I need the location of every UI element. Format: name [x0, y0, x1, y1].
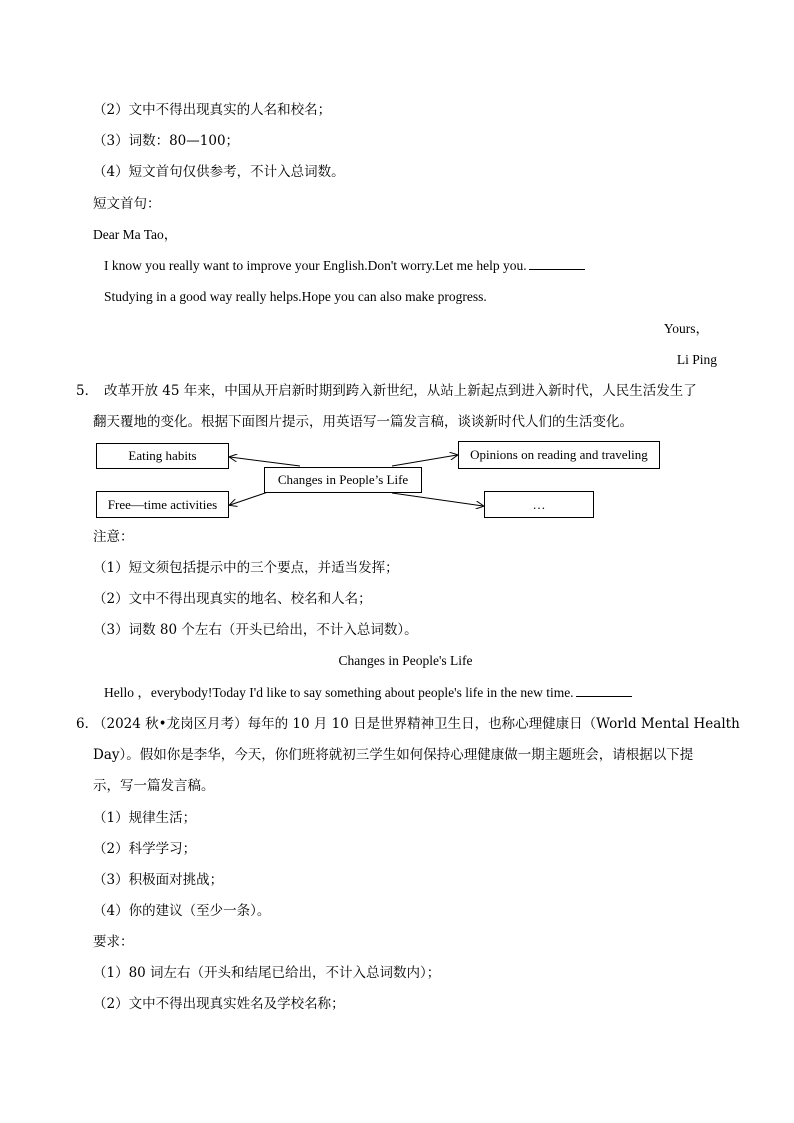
- q5-note-3: （3）词数 80 个左右（开头已给出，不计入总词数）。: [93, 622, 418, 638]
- box-other-ellipsis: …: [484, 491, 594, 518]
- q6-requirement-1: （1）80 词左右（开头和结尾已给出，不计入总词数内）；: [93, 965, 441, 981]
- q4-requirement-4: （4）短文首句仅供参考，不计入总词数。: [93, 164, 345, 180]
- box-opinions-reading-traveling: Opinions on reading and traveling: [458, 441, 660, 469]
- q6-text-line-1: （2024 秋•龙岗区月考）每年的 10 月 10 日是世界精神卫生日，也称心理健康日（World Mental Health: [93, 716, 740, 732]
- arrow-to-other: [392, 493, 483, 506]
- answer-blank[interactable]: [576, 684, 632, 697]
- q6-point-1: （1）规律生活；: [93, 810, 197, 826]
- q6-point-2: （2）科学学习；: [93, 841, 197, 857]
- q5-note-1: （1）短文须包括提示中的三个要点，并适当发挥；: [93, 560, 399, 576]
- box-center-changes: Changes in People’s Life: [264, 467, 422, 493]
- q5-text-line-2: 翻天覆地的变化。根据下面图片提示，用英语写一篇发言稿，谈谈新时代人们的生活变化。: [93, 414, 633, 430]
- q6-requirement-2: （2）文中不得出现真实姓名及学校名称；: [93, 996, 345, 1012]
- box-free-time-activities: Free—time activities: [96, 491, 229, 518]
- q4-paragraph-2: Studying in a good way really helps.Hope you can also make progress.: [104, 289, 487, 304]
- arrow-to-opinions: [392, 455, 457, 466]
- q4-paragraph-1-text: I know you really want to improve your English.Don't worry.Let me help you.: [104, 258, 527, 273]
- q4-salutation: Dear Ma Tao，: [93, 227, 178, 242]
- q4-start-label: 短文首句：: [93, 196, 161, 212]
- q5-note-label: 注意：: [93, 529, 134, 545]
- q5-opening-text: Hello ，everybody!Today I'd like to say something about people's life in the new time.: [104, 685, 574, 700]
- q5-opening: [104, 684, 632, 702]
- q6-point-4: （4）你的建议（至少一条）。: [93, 903, 271, 919]
- box-eating-habits: Eating habits: [96, 443, 229, 469]
- q6-text-line-2: Day）。假如你是李华，今天，你们班将就初三学生如何保持心理健康做一期主题班会，请根据以下提: [93, 747, 694, 763]
- q5-essay-title: Changes in People's Life: [338, 653, 473, 668]
- q6-point-3: （3）积极面对挑战；: [93, 872, 224, 888]
- q5-text-line-1: 改革开放 45 年来，中国从开启新时期到跨入新世纪，从站上新起点到进入新时代，人民生活发生了: [104, 383, 697, 399]
- arrow-to-eating-habits: [230, 457, 300, 466]
- q6-requirement-label: 要求：: [93, 934, 134, 950]
- q4-signature: Li Ping: [676, 352, 717, 367]
- arrow-to-free-time: [230, 492, 268, 505]
- q6-text-line-3: 示，写一篇发言稿。: [93, 778, 215, 794]
- q4-closing: Yours，: [663, 321, 709, 336]
- q5-note-2: （2）文中不得出现真实的地名、校名和人名；: [93, 591, 372, 607]
- q4-requirement-3: （3）词数：80—100；: [93, 133, 240, 149]
- q5-number: 5．: [76, 383, 99, 399]
- q4-requirement-2: （2）文中不得出现真实的人名和校名；: [93, 102, 332, 118]
- q6-number: 6．: [76, 716, 99, 732]
